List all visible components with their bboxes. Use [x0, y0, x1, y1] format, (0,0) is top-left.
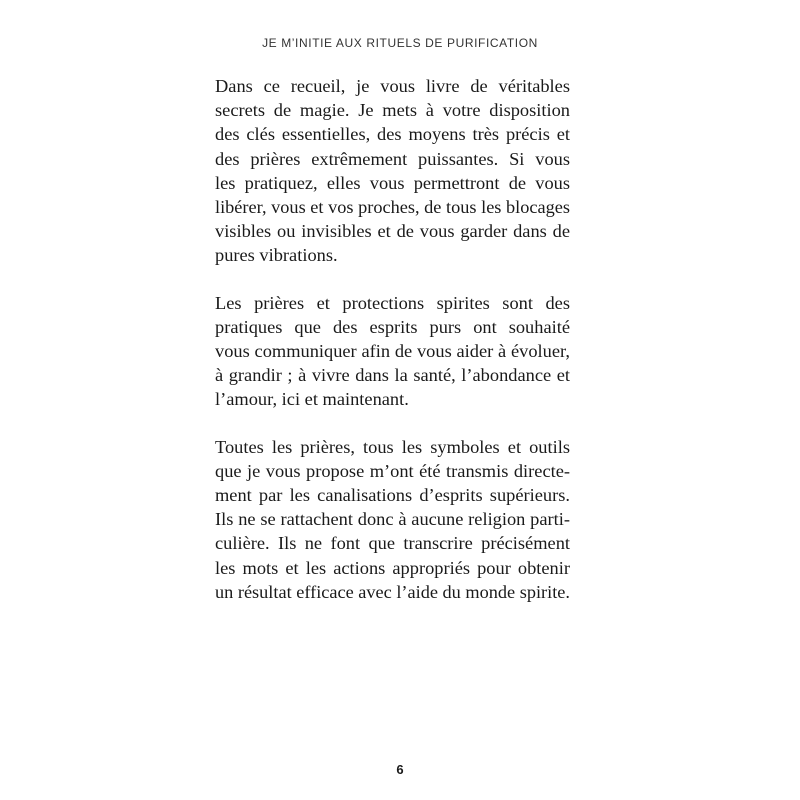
text-line: les mots et les actions appropriés pour obtenir: [215, 557, 570, 578]
text-line: des clés essentielles, des moyens très précis et: [215, 124, 570, 145]
text-line: Ils ne se rattachent donc à aucune religion parti-: [215, 509, 570, 530]
page-number: 6: [396, 762, 404, 777]
body-text: [215, 74, 570, 604]
text-line: pratiques que des esprits purs ont souhaité: [215, 316, 570, 337]
text-line: Toutes les prières, tous les symboles et outils: [215, 436, 570, 457]
text-line: un résultat efficace avec l’aide du monde spirite.: [215, 581, 570, 602]
text-line: pures vibrations.: [215, 245, 338, 266]
text-line: Les prières et protections spirites sont des: [215, 292, 570, 313]
text-line: les pratiquez, elles vous permettront de vous: [215, 172, 570, 193]
paragraph-2: [215, 291, 570, 412]
text-line: à grandir ; à vivre dans la santé, l’abondance et: [215, 365, 570, 386]
text-line: Dans ce recueil, je vous livre de véritables: [215, 76, 570, 96]
text-line: ment par les canalisations d’esprits supérieurs.: [215, 485, 570, 506]
running-head: JE M’INITIE AUX RITUELS DE PURIFICATION: [262, 36, 538, 50]
paragraph-1: [215, 74, 570, 268]
text-line: libérer, vous et vos proches, de tous les blocages: [215, 197, 570, 218]
paragraph-3: [215, 435, 570, 604]
paragraph-spacer: [215, 268, 570, 291]
text-line: visibles ou invisibles et de vous garder dans de: [215, 221, 570, 242]
text-line: des prières extrêmement puissantes. Si vous: [215, 148, 570, 169]
text-line: l’amour, ici et maintenant.: [215, 389, 409, 410]
text-line: secrets de magie. Je mets à votre disposition: [215, 100, 570, 121]
text-line: vous communiquer afin de vous aider à évoluer,: [215, 341, 570, 362]
paragraph-spacer: [215, 412, 570, 435]
text-line: culière. Ils ne font que transcrire précisément: [215, 533, 570, 554]
text-line: que je vous propose m’ont été transmis directe-: [215, 460, 570, 481]
